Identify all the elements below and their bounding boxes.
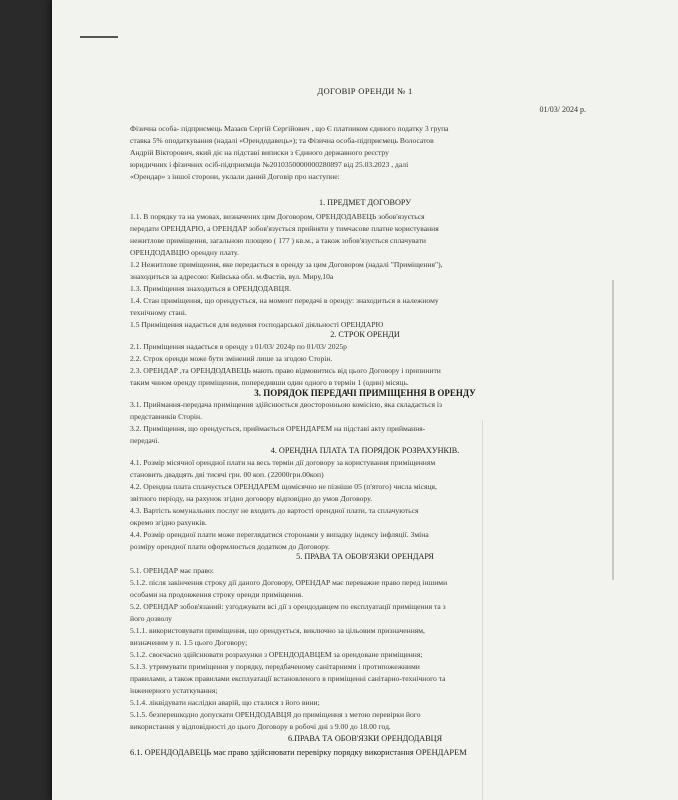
section-6-title: 6.ПРАВА ТА ОБОВ'ЯЗКИ ОРЕНДОДАВЦЯ [287,734,443,743]
section-line: визначеним у п. 1.5 цього Договору; [130,638,248,647]
header-mark [80,36,118,38]
section-line: 4.1. Розмір місячної орендної плати на весь термін дії договору за користування приміщенням [130,458,436,467]
section-line: інженерного устаткування; [130,686,218,695]
section-line: 1.3. Приміщення знаходиться в ОРЕНДОДАВЦЯ. [130,284,292,293]
section-5-title: 5. ПРАВА ТА ОБОВ'ЯЗКИ ОРЕНДАРЯ [296,552,434,561]
section-line: 1.5 Приміщення надається для ведення господарської діяльності ОРЕНДАРЮ [130,320,384,329]
section-line: використання у відповідності до цього Договору в робочі дні з 9.00 до 18.00 год. [130,722,391,731]
section-line: 2.3. ОРЕНДАР ,та ОРЕНДОДАВЕЦЬ мають право відмовитись від цього Договору і припинити [130,366,441,375]
section-line: його дозволу [130,614,172,623]
intro-line: ставка 5% оподаткування (надалі «Орендодавець»); та Фізична особа-підприємець Волосатов [130,136,434,145]
section-line: передачі. [130,436,160,445]
intro-line: Фізична особа- підприємець Мазаєв Сергій Сергійович , що Є платником єдиного податку 3 група [130,124,449,133]
section-line: 5.1.4. ліквідувати наслідки аварій, що сталися з його вини; [130,698,320,707]
section-line: ОРЕНДОДАВЦЮ орендну плату. [130,248,239,257]
section-line: таким чином оренду приміщення, попередивши один одного в термін 1 (один) місяць. [130,378,409,387]
section-line: окремо згідно рахунків. [130,518,207,527]
section-line: 5.2. ОРЕНДАР зобов'язаний: узгоджувати всі дії з орендодавцем по експлуатації приміщення та з [130,602,446,611]
section-line: 5.1.1. використовувати приміщення, що орендується, виключно за цільовим призначенням, [130,626,425,635]
section-line: технічному стані. [130,308,187,317]
section-line: 5.1.3. утримувати приміщення у порядку, передбаченому санітарними і протипожежними [130,662,420,671]
section-line: 5.1.5. безперешкодно допускати ОРЕНДОДАВЦЯ до приміщення з метою перевірки його [130,710,421,719]
section-line: становить двадцять дві тисячі грн. 00 коп. (22000грн.00коп) [130,470,324,479]
document-date: 01/03/ 2024 р. [539,105,586,114]
section-line: 4.2. Орендна плата сплачується ОРЕНДАРЕМ щомісячно не пізніше 05 (п'ятого) числа місяця, [130,482,437,491]
intro-line: Андрій Вікторович, який діє на підставі виписки з Єдиного державного реєстру [130,148,389,157]
document-title: ДОГОВІР ОРЕНДИ № 1 [317,86,413,96]
section-line: 5.1.2. після закінчення строку дії даного Договору, ОРЕНДАР має переважне право перед іншими [130,578,448,587]
section-1-title: 1. ПРЕДМЕТ ДОГОВОРУ [318,198,412,207]
section-line: правилами, а також правилами експлуатації встановленого в приміщенні санітарно-технічного та [130,674,446,683]
scan-fold-line [612,280,614,580]
intro-line: «Орендар» з іншої сторони, уклали даний Договір про наступне: [130,172,340,181]
section-4-title: 4. ОРЕНДНА ПЛАТА ТА ПОРЯДОК РОЗРАХУНКІВ. [270,446,460,455]
document-page [52,0,678,800]
section-line: передати ОРЕНДАРЮ, а ОРЕНДАР зобов'язується прийняти у тимчасове платне користування [130,224,439,233]
section-line: 3.2. Приміщення, що орендується, приймається ОРЕНДАРЕМ на підставі акту приймання- [130,424,426,433]
section-line: 5.1. ОРЕНДАР має право: [130,566,214,575]
scan-fold-line [482,420,483,800]
section-line: знаходиться за адресою: Київська обл. м.Фастів, вул. Миру,10а [130,272,334,281]
section-line: 2.2. Строк оренди може бути змінений лише за згодою Сторін. [130,354,333,363]
section-line: 2.1. Приміщення надається в оренду з 01/03/ 2024р по 01/03/ 2025р [130,342,347,351]
section-line: нежитлове приміщення, загальною площею ( 177 ) кв.м., а також зобов'язується сплачувати [130,236,426,245]
section-line: 1.1. В порядку та на умовах, визначених цим Договором, ОРЕНДОДАВЕЦЬ зобов'язується [130,212,425,221]
section-line: 3.1. Приймання-передача приміщення здійснюється двосторонньою комісією, яка складається із [130,400,442,409]
section-line: 6.1. ОРЕНДОДАВЕЦЬ має право здійснювати перевірку порядку використання ОРЕНДАРЕМ [130,748,467,757]
section-2-title: 2. СТРОК ОРЕНДИ [330,330,400,339]
section-line: звітного періоду, на рахунок згідно договору відповідно до умов Договору. [130,494,373,503]
section-line: розміру орендної плати оформлюється додатком до Договору. [130,542,330,551]
section-line: 5.1.2. своєчасно здійснювати розрахунки з ОРЕНДОДАВЦЕМ за орендоване приміщення; [130,650,423,659]
section-line: 1.2 Нежитлове приміщення, яке передається в оренду за цим Договором (надалі "Приміщення"), [130,260,443,269]
intro-line: юридичних і фізичних осіб-підприємців №2010350000000280897 від 25.03.2023 , далі [130,160,409,169]
section-line: 4.3. Вартість комунальних послуг не входить до вартості орендної плати, та сплачуються [130,506,419,515]
section-line: 1.4. Стан приміщення, що орендується, на момент передачі в оренду: знаходиться в належному [130,296,439,305]
section-line: представників Сторін. [130,412,202,421]
section-3-title: 3. ПОРЯДОК ПЕРЕДАЧІ ПРИМІЩЕННЯ В ОРЕНДУ [254,388,476,398]
section-line: 4.4. Розмір орендної плати може переглядатися сторонами у випадку індексу інфляції. Зміна [130,530,429,539]
section-line: особами на продовження строку оренди приміщення. [130,590,304,599]
